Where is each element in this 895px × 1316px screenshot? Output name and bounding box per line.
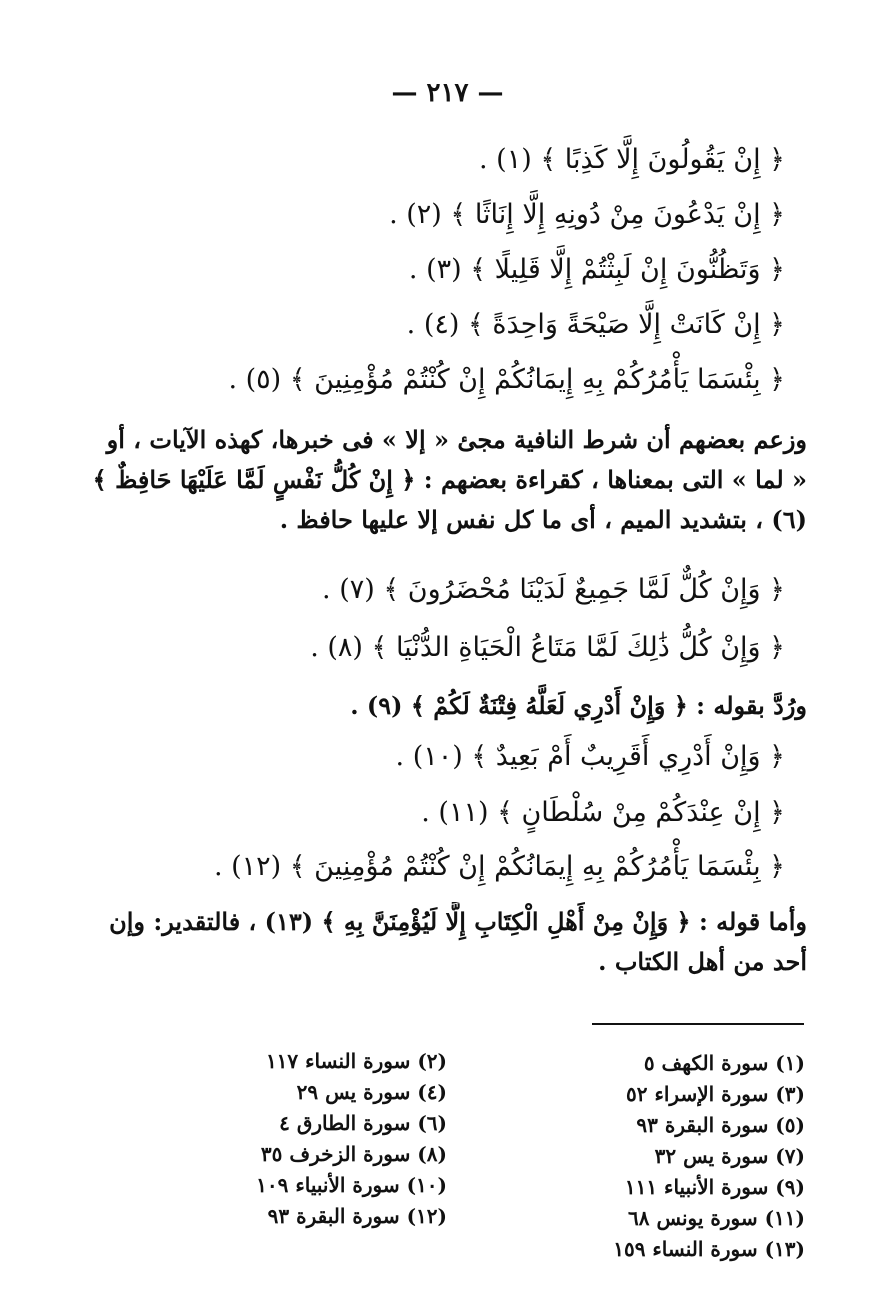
quran-quote: ﴿ وَإِنْ أَدْرِي أَقَرِيبٌ أَمْ بَعِيدٌ ﴾ (١٠) .: [395, 741, 785, 772]
quran-quote: ﴿ إِنْ عِنْدَكُمْ مِنْ سُلْطَانٍ ﴾ (١١) .: [421, 797, 785, 828]
quran-quote: ﴿ وَإِنْ كُلُّ ذَٰلِكَ لَمَّا مَتَاعُ الْحَيَاةِ الدُّنْيَا ﴾ (٨) .: [310, 632, 785, 663]
quran-quote: ﴿ بِئْسَمَا يَأْمُرُكُمْ بِهِ إِيمَانُكُمْ إِنْ كُنْتُمْ مُؤْمِنِينَ ﴾ (٥) .: [228, 364, 785, 395]
page-number: — ٢١٧ —: [391, 78, 504, 108]
footnote: (٣) سورة الإسراء ٥٢: [626, 1082, 805, 1106]
footnote: (٥) سورة البقرة ٩٣: [636, 1113, 805, 1137]
body-paragraph: وأما قوله : ﴿ وَإِنْ مِنْ أَهْلِ الْكِتَابِ إِلَّا لَيُؤْمِنَنَّ بِهِ ﴾ (١٣) ، فالتقدير: وإن أحد من أهل الكتاب .: [109, 907, 807, 976]
quran-quote: ﴿ إِنْ يَقُولُونَ إِلَّا كَذِبًا ﴾ (١) .: [478, 144, 785, 175]
quran-quote: ﴿ وَتَظُنُّونَ إِنْ لَبِثْتُمْ إِلَّا قَلِيلًا ﴾ (٣) .: [408, 254, 785, 285]
footnote: (٦) سورة الطارق ٤: [279, 1111, 447, 1135]
footnote: (٧) سورة يس ٣٢: [654, 1144, 805, 1168]
footnote: (١) سورة الكهف ٥: [643, 1051, 805, 1075]
quran-quote: ﴿ بِئْسَمَا يَأْمُرُكُمْ بِهِ إِيمَانُكُمْ إِنْ كُنْتُمْ مُؤْمِنِينَ ﴾ (١٢) .: [213, 851, 785, 882]
quran-quote: ﴿ إِنْ يَدْعُونَ مِنْ دُونِهِ إِلَّا إِنَاثًا ﴾ (٢) .: [389, 199, 785, 230]
footnote: (٤) سورة يس ٢٩: [296, 1080, 447, 1104]
footnote: (٩) سورة الأنبياء ١١١: [624, 1175, 805, 1199]
quran-quote: ﴿ إِنْ كَانَتْ إِلَّا صَيْحَةً وَاحِدَةً ﴾ (٤) .: [406, 309, 785, 340]
footnote: (١١) سورة يونس ٦٨: [628, 1206, 805, 1230]
footnote: (١٢) سورة البقرة ٩٣: [267, 1204, 447, 1228]
quran-quote: ﴿ وَإِنْ كُلٌّ لَمَّا جَمِيعٌ لَدَيْنَا مُحْضَرُونَ ﴾ (٧) .: [322, 574, 785, 605]
footnote: (١٣) سورة النساء ١٥٩: [613, 1237, 805, 1261]
footnote: (٨) سورة الزخرف ٣٥: [260, 1142, 447, 1166]
body-paragraph: وزعم بعضهم أن شرط النافية مجئ « إلا » فى خبرها، كهذه الآيات ، أو « لما » التى بمعناها ، كقراءة بعضهم : ﴿ إِنْ كُلُّ نَفْسٍ لَمَّا عَلَيْهَا حَافِظٌ ﴾ (٦) ، بتشديد الميم ، أى ما كل نفس إلا عليها حافظ .: [92, 425, 807, 534]
footnote: (٢) سورة النساء ١١٧: [265, 1049, 447, 1073]
footnote-divider: [592, 1023, 804, 1025]
footnote: (١٠) سورة الأنبياء ١٠٩: [256, 1173, 447, 1197]
rebuttal-line: ورُدَّ بقوله : ﴿ وَإِنْ أَدْرِي لَعَلَّهُ فِتْنَةٌ لَكُمْ ﴾ (٩) .: [350, 691, 807, 720]
